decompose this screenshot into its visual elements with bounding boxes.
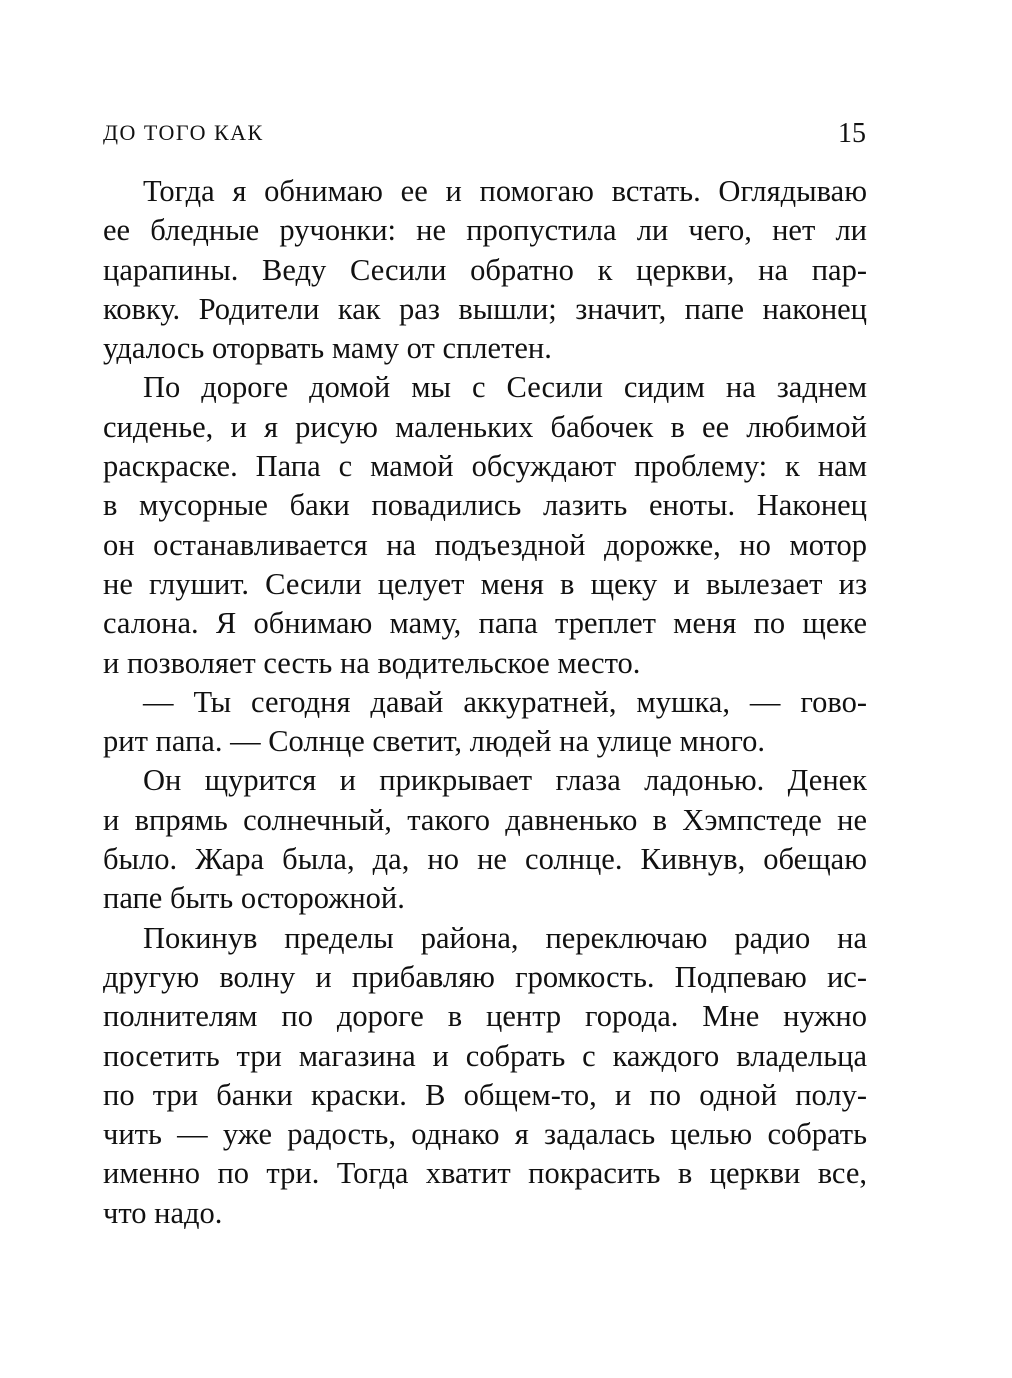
text-line: По дороге домой мы с Сесили сидим на заднем — [143, 370, 867, 405]
running-title: ДО ТОГО КАК — [103, 120, 264, 145]
text-line: Он щурится и прикрывает глаза ладонью. Денек — [143, 763, 867, 798]
text-line: что надо. — [103, 1195, 223, 1230]
page-number: 15 — [838, 118, 866, 149]
text-line: — Ты сегодня давай аккуратней, мушка, — гово- — [143, 684, 867, 719]
text-line: папе быть осторожной. — [103, 881, 405, 916]
text-line: именно по три. Тогда хватит покрасить в церкви все, — [103, 1156, 867, 1191]
text-line: ее бледные ручонки: не пропустила ли чего, нет ли — [103, 213, 867, 248]
text-line: чить — уже радость, однако я задалась целью собрать — [103, 1117, 867, 1152]
text-line: и позволяет сесть на водительское место. — [103, 645, 641, 680]
text-line: Тогда я обнимаю ее и помогаю встать. Оглядываю — [143, 174, 867, 208]
text-line: он останавливается на подъездной дорожке, но мотор — [103, 527, 867, 562]
text-line: посетить три магазина и собрать с каждого владельца — [103, 1038, 867, 1073]
text-line: полнителям по дороге в центр города. Мне нужно — [103, 999, 867, 1034]
text-line: удалось оторвать маму от сплетен. — [103, 331, 552, 366]
text-line: салона. Я обнимаю маму, папа треплет меня по щеке — [103, 606, 867, 641]
text-line: и впрямь солнечный, такого давненько в Хэмпстеде не — [103, 802, 867, 837]
text-line: раскраске. Папа с мамой обсуждают проблему: к нам — [103, 449, 867, 484]
text-line: по три банки краски. В общем-то, и по одной полу- — [103, 1077, 867, 1112]
text-line: было. Жара была, да, но не солнце. Кивнув, обещаю — [103, 842, 867, 877]
text-line: другую волну и прибавляю громкость. Подпеваю ис- — [103, 959, 867, 994]
text-line: царапины. Веду Сесили обратно к церкви, на пар- — [103, 252, 867, 287]
text-line: рит папа. — Солнце светит, людей на улице много. — [103, 724, 766, 759]
body-text — [103, 172, 867, 1233]
text-line: в мусорные баки повадились лазить еноты. Наконец — [103, 488, 867, 523]
text-line: сиденье, и я рисую маленьких бабочек в ее любимой — [103, 409, 867, 444]
text-line: Покинув пределы района, переключаю радио на — [143, 920, 867, 955]
text-line: не глушит. Сесили целует меня в щеку и вылезает из — [103, 566, 867, 601]
text-line: ковку. Родители как раз вышли; значит, папе наконец — [103, 291, 867, 326]
